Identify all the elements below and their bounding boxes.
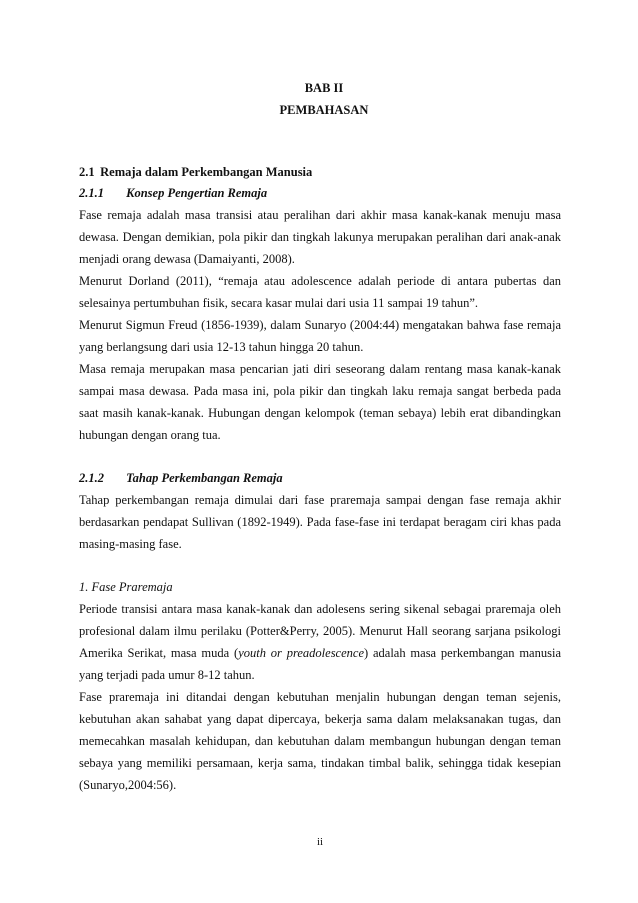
section-title: Remaja dalam Perkembangan Manusia: [100, 165, 313, 179]
paragraph-text: ) adalah masa perkembangan manusia yang terjadi pada umur 8-12 tahun.: [79, 646, 561, 682]
section-heading: [79, 162, 561, 183]
paragraph: [79, 598, 561, 686]
chapter-title: BAB II: [304, 81, 344, 95]
chapter-heading: [0, 77, 638, 121]
paragraph: Fase praremaja ini ditandai dengan kebutuhan menjalin hubungan dengan teman sejenis, kebutuhan akan sahabat yang dapat dipercaya, bekerja sama dalam melaksanakan tugas, dan memecahkan masalah kehidupan, dan kebutuhan dalam membangun hubungan dengan teman sebaya yang memiliki persamaan, kerja sama, tindakan timbal balik, sehingga tidak kesepian (Sunaryo,2004:56).: [79, 690, 561, 792]
chapter-subtitle: PEMBAHASAN: [279, 103, 369, 117]
document-body: [79, 162, 561, 796]
subsection-heading: [79, 468, 561, 489]
paragraph: Tahap perkembangan remaja dimulai dari fase praremaja sampai dengan fase remaja akhir berdasarkan pendapat Sullivan (1892-1949). Pada fase-fase ini terdapat beragam ciri khas pada masing-masing fase.: [79, 493, 561, 551]
subsection-title: Tahap Perkembangan Remaja: [126, 471, 283, 485]
paragraph: Fase remaja adalah masa transisi atau peralihan dari akhir masa kanak-kanak menuju masa dewasa. Dengan demikian, pola pikir dan tingkah lakunya merupakan peralihan dari anak-anak menjadi orang dewasa (Damaiyanti, 2008).: [79, 208, 561, 266]
paragraph: Masa remaja merupakan masa pencarian jati diri seseorang dalam rentang masa kanak-kanak sampai masa dewasa. Pada masa ini, pola pikir dan tingkah laku remaja sangat berbeda pada saat masih kanak-kanak. Hubungan dengan kelompok (teman sebaya) lebih erat dibandingkan hubungan dengan orang tua.: [79, 362, 561, 442]
page-footer: [0, 836, 638, 848]
section-number: 2.1: [79, 165, 95, 179]
list-item-title: 1. Fase Praremaja: [79, 580, 173, 594]
subsection-title: Konsep Pengertian Remaja: [126, 186, 268, 200]
subsection-number: 2.1.1: [79, 186, 104, 200]
page-number: ii: [316, 836, 324, 848]
paragraph: Menurut Dorland (2011), “remaja atau adolescence adalah periode di antara pubertas dan selesainya pertumbuhan fisik, secara kasar mulai dari usia 11 sampai 19 tahun”.: [79, 274, 561, 310]
subsection-number: 2.1.2: [79, 471, 104, 485]
paragraph-text: Periode transisi antara masa kanak-kanak dan adolesens sering sikenal sebagai praremaja oleh profesional dalam ilmu perilaku (Potter&Perry, 2005). Menurut Hall seorang sarjana psikologi Amerika Serikat, masa muda (: [79, 602, 561, 660]
subsection-heading: [79, 183, 561, 204]
paragraph-italic-text: youth or preadolescence: [238, 646, 364, 660]
paragraph: Menurut Sigmun Freud (1856-1939), dalam Sunaryo (2004:44) mengatakan bahwa fase remaja yang berlangsung dari usia 12-13 tahun hingga 20 tahun.: [79, 318, 561, 354]
spacer: [79, 446, 561, 468]
spacer: [79, 555, 561, 577]
